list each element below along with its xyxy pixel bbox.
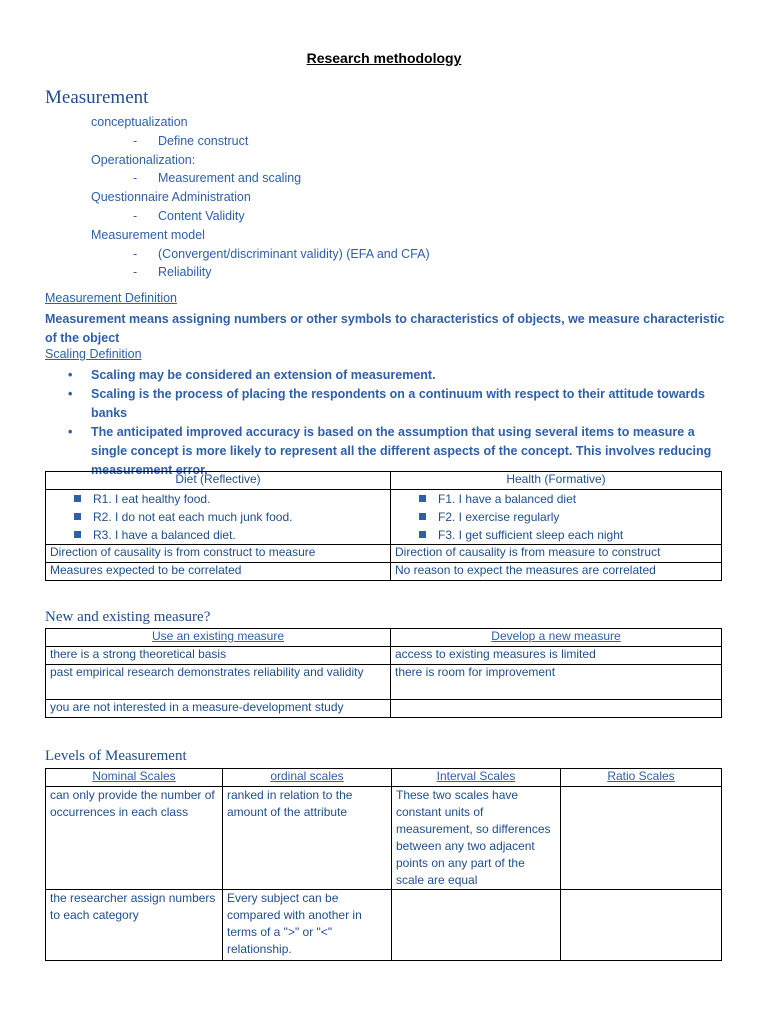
levels-heading: Levels of Measurement [45, 748, 187, 764]
square-bullet-icon [74, 513, 81, 520]
levels-table [45, 768, 722, 961]
table-header: Interval Scales [392, 769, 561, 787]
table-header: Use an existing measure [46, 629, 391, 647]
outline-subitem: - Reliability [133, 265, 212, 280]
table-cell: No reason to expect the measures are correlated [391, 563, 722, 581]
table-cell: can only provide the number of occurrences in each class [46, 787, 223, 890]
table-cell: there is a strong theoretical basis [46, 647, 391, 665]
measurement-heading: Measurement [45, 87, 149, 108]
table-cell: Direction of causality is from measure to construct [391, 545, 722, 563]
table-cell: access to existing measures is limited [391, 647, 722, 665]
table-cell: past empirical research demonstrates reliability and validity [46, 665, 391, 700]
table-cell [561, 787, 722, 890]
new-existing-table [45, 628, 722, 718]
table-header: Ratio Scales [561, 769, 722, 787]
list-item: R3. I have a balanced diet. [50, 526, 386, 544]
table-header: ordinal scales [223, 769, 392, 787]
table-header: Diet (Reflective) [46, 472, 391, 490]
square-bullet-icon [419, 531, 426, 538]
table-cell [391, 700, 722, 718]
table-cell [391, 490, 722, 545]
measurement-outline [91, 113, 430, 282]
table-header: Nominal Scales [46, 769, 223, 787]
square-bullet-icon [74, 495, 81, 502]
outline-subitem: - Content Validity [133, 208, 245, 223]
table-cell: ranked in relation to the amount of the attribute [223, 787, 392, 890]
table-cell: These two scales have constant units of measurement, so differences between any two adjacent points on any part of the scale are equal [392, 787, 561, 890]
table-cell [46, 490, 391, 545]
table-cell: there is room for improvement [391, 665, 722, 700]
reflective-formative-table [45, 471, 722, 581]
list-item: • Scaling is the process of placing the respondents on a continuum with respect to their attitude towards banks [68, 387, 705, 420]
outline-item: Questionnaire Administration [91, 190, 251, 205]
new-existing-heading: New and existing measure? [45, 609, 211, 625]
page-title: Research methodology [306, 50, 462, 66]
table-header: Develop a new measure [391, 629, 722, 647]
outline-item: Measurement model [91, 227, 205, 242]
list-item: F2. I exercise regularly [395, 508, 717, 526]
list-item: R1. I eat healthy food. [50, 490, 386, 508]
table-cell [392, 890, 561, 961]
square-bullet-icon [419, 495, 426, 502]
list-item: • The anticipated improved accuracy is based on the assumption that using several items to measure a single concept is more likely to represent all the different aspects of the concept. This involves reducing measurement error. [68, 425, 712, 477]
table-cell: the researcher assign numbers to each category [46, 890, 223, 961]
square-bullet-icon [419, 513, 426, 520]
list-item: R2. I do not eat each much junk food. [50, 508, 386, 526]
table-cell [561, 890, 722, 961]
measurement-definition-text: Measurement means assigning numbers or other symbols to characteristics of objects, we measure characteristic of the object [45, 312, 725, 345]
scaling-bullets [68, 366, 728, 480]
list-item: • Scaling may be considered an extension of measurement. [68, 368, 436, 382]
table-header: Health (Formative) [391, 472, 722, 490]
square-bullet-icon [74, 531, 81, 538]
outline-item: Operationalization: [91, 152, 196, 167]
table-cell: Measures expected to be correlated [46, 563, 391, 581]
table-cell: you are not interested in a measure-development study [46, 700, 391, 718]
list-item: F3. I get sufficient sleep each night [395, 526, 717, 544]
outline-subitem: - (Convergent/discriminant validity) (EFA and CFA) [133, 246, 430, 261]
outline-subitem: - Define construct [133, 133, 249, 148]
scaling-definition-link[interactable]: Scaling Definition [45, 347, 142, 361]
outline-subitem: - Measurement and scaling [133, 171, 302, 186]
table-cell: Every subject can be compared with another in terms of a ">" or "<" relationship. [223, 890, 392, 961]
list-item: F1. I have a balanced diet [395, 490, 717, 508]
outline-item: conceptualization [91, 115, 188, 129]
table-cell: Direction of causality is from construct to measure [46, 545, 391, 563]
measurement-definition-link[interactable]: Measurement Definition [45, 291, 178, 305]
